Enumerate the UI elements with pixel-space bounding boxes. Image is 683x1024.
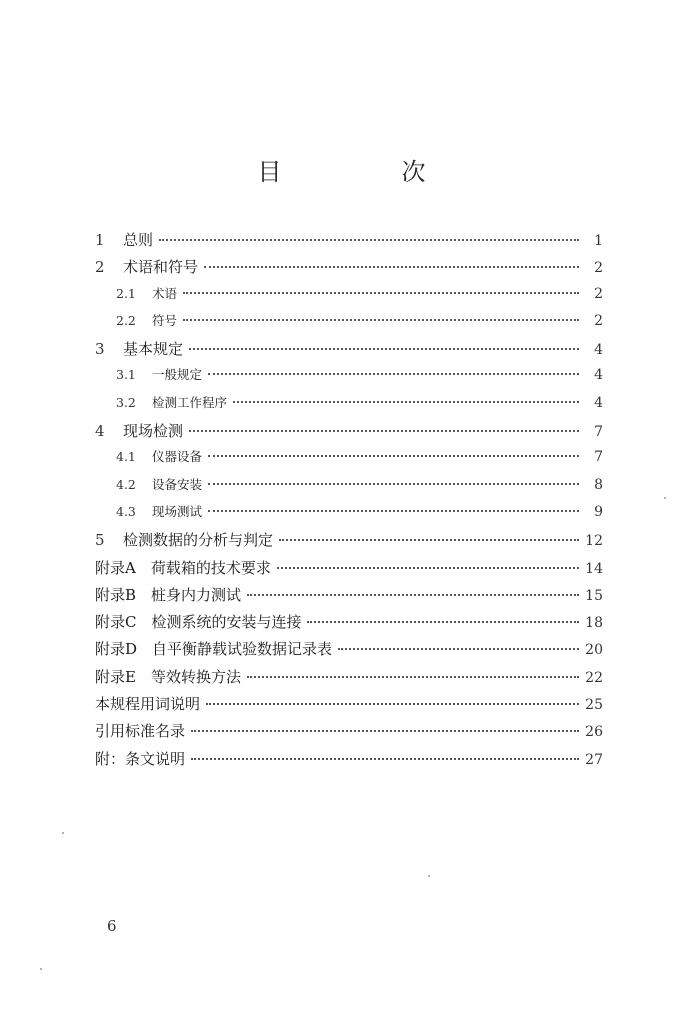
toc-entry-label: 基本规定 xyxy=(123,340,184,359)
toc-entry-page: 27 xyxy=(585,751,603,768)
toc-entry-number: 4 xyxy=(95,422,105,441)
dot-leader xyxy=(233,401,579,403)
dot-leader xyxy=(183,292,579,294)
dot-leader xyxy=(279,539,579,541)
dot-leader xyxy=(189,348,579,350)
toc-entry[interactable] xyxy=(95,720,603,747)
dot-leader xyxy=(338,648,579,650)
dot-leader xyxy=(159,239,579,241)
dot-leader xyxy=(307,621,579,623)
toc-entry-number: 1 xyxy=(95,231,105,249)
toc-entry[interactable] xyxy=(95,475,603,502)
toc-entry-label: 检测数据的分析与判定 xyxy=(123,531,274,550)
toc-entry-number: 2.1 xyxy=(116,285,136,301)
toc-entry-page: 1 xyxy=(594,233,603,249)
toc-entry-number: 2 xyxy=(95,258,105,277)
toc-entry-page: 4 xyxy=(594,367,603,384)
toc-entry-label: 附录B 桩身内力测试 xyxy=(95,585,242,604)
toc-entry-number: 5 xyxy=(95,531,105,550)
toc-entry-label: 仪器设备 xyxy=(152,449,203,465)
toc-entry[interactable] xyxy=(95,256,603,283)
toc-entry-label: 附录D 自平衡静载试验数据记录表 xyxy=(95,640,333,659)
toc-entry-number: 3.1 xyxy=(116,367,136,383)
dot-leader xyxy=(277,567,579,569)
toc-entry-page: 20 xyxy=(585,642,603,659)
toc-entry[interactable] xyxy=(95,311,603,338)
dot-leader xyxy=(204,266,579,268)
toc-entry-page: 12 xyxy=(585,533,603,550)
toc-entry[interactable] xyxy=(95,365,603,392)
dot-leader xyxy=(247,594,579,596)
toc-entry[interactable] xyxy=(95,502,603,529)
dot-leader xyxy=(247,676,579,678)
toc-entry[interactable] xyxy=(95,338,603,365)
dot-leader xyxy=(208,373,579,375)
toc-entry-label: 附录A 荷载箱的技术要求 xyxy=(95,558,271,577)
toc-entry[interactable] xyxy=(95,748,603,775)
toc-entry[interactable] xyxy=(95,638,603,665)
toc-entry-number: 4.2 xyxy=(116,476,136,492)
toc-entry-number: 2.2 xyxy=(116,312,136,328)
toc-entry[interactable] xyxy=(95,666,603,693)
toc-entry-page: 8 xyxy=(594,476,603,493)
toc-entry-label: 附：条文说明 xyxy=(95,749,186,768)
toc-entry-label: 附录E 等效转换方法 xyxy=(95,667,241,686)
toc-entry-page: 9 xyxy=(594,503,603,520)
dot-leader xyxy=(183,319,579,321)
toc-entry-page: 22 xyxy=(585,669,603,686)
toc-entry[interactable] xyxy=(95,284,603,311)
toc-entry-page: 2 xyxy=(594,260,603,277)
toc-entry-number: 4.3 xyxy=(116,503,136,519)
dot-leader xyxy=(189,430,579,432)
toc-entry-label: 引用标准名录 xyxy=(95,722,186,741)
dot-leader xyxy=(191,730,579,732)
dot-leader xyxy=(208,455,579,457)
toc-entry-page: 2 xyxy=(594,312,603,329)
toc-entry-label: 符号 xyxy=(152,312,178,328)
page-title: 目 次 xyxy=(257,158,474,186)
table-of-contents xyxy=(95,229,603,775)
toc-entry[interactable] xyxy=(95,420,603,447)
dot-leader xyxy=(191,758,579,760)
toc-entry-number: 4.1 xyxy=(116,449,136,465)
toc-entry-number: 3 xyxy=(95,340,105,359)
toc-entry[interactable] xyxy=(95,229,603,256)
scan-speck xyxy=(428,875,430,877)
toc-entry-label: 附录C 检测系统的安装与连接 xyxy=(95,613,302,632)
toc-entry-label: 设备安装 xyxy=(152,476,203,492)
toc-entry-page: 14 xyxy=(585,560,603,577)
toc-entry[interactable] xyxy=(95,557,603,584)
toc-entry-page: 2 xyxy=(594,285,603,302)
toc-entry-page: 18 xyxy=(585,615,603,632)
toc-entry-label: 检测工作程序 xyxy=(152,394,228,410)
toc-entry-label: 一般规定 xyxy=(152,367,203,383)
dot-leader xyxy=(208,510,579,512)
toc-entry-label: 现场检测 xyxy=(123,422,184,441)
scan-speck xyxy=(40,968,42,970)
dot-leader xyxy=(206,703,579,705)
toc-entry-label: 术语 xyxy=(152,285,178,301)
toc-entry[interactable] xyxy=(95,447,603,474)
toc-entry-label: 术语和符号 xyxy=(123,258,199,277)
toc-entry[interactable] xyxy=(95,393,603,420)
dot-leader xyxy=(208,483,579,485)
toc-entry[interactable] xyxy=(95,529,603,556)
toc-entry-page: 25 xyxy=(585,697,603,714)
toc-entry-number: 3.2 xyxy=(116,394,136,410)
toc-entry-page: 4 xyxy=(594,342,603,359)
toc-entry-page: 7 xyxy=(594,424,603,441)
toc-entry[interactable] xyxy=(95,584,603,611)
toc-entry[interactable] xyxy=(95,611,603,638)
toc-entry[interactable] xyxy=(95,693,603,720)
page-number: 6 xyxy=(107,917,117,935)
toc-entry-label: 现场测试 xyxy=(152,503,203,519)
toc-entry-page: 7 xyxy=(594,449,603,466)
toc-entry-page: 26 xyxy=(585,724,603,741)
toc-entry-page: 15 xyxy=(585,587,603,604)
toc-entry-page: 4 xyxy=(594,394,603,411)
scan-speck xyxy=(62,832,64,834)
toc-entry-label: 本规程用词说明 xyxy=(95,695,201,714)
scan-speck xyxy=(664,497,666,499)
toc-entry-label: 总则 xyxy=(123,231,154,249)
